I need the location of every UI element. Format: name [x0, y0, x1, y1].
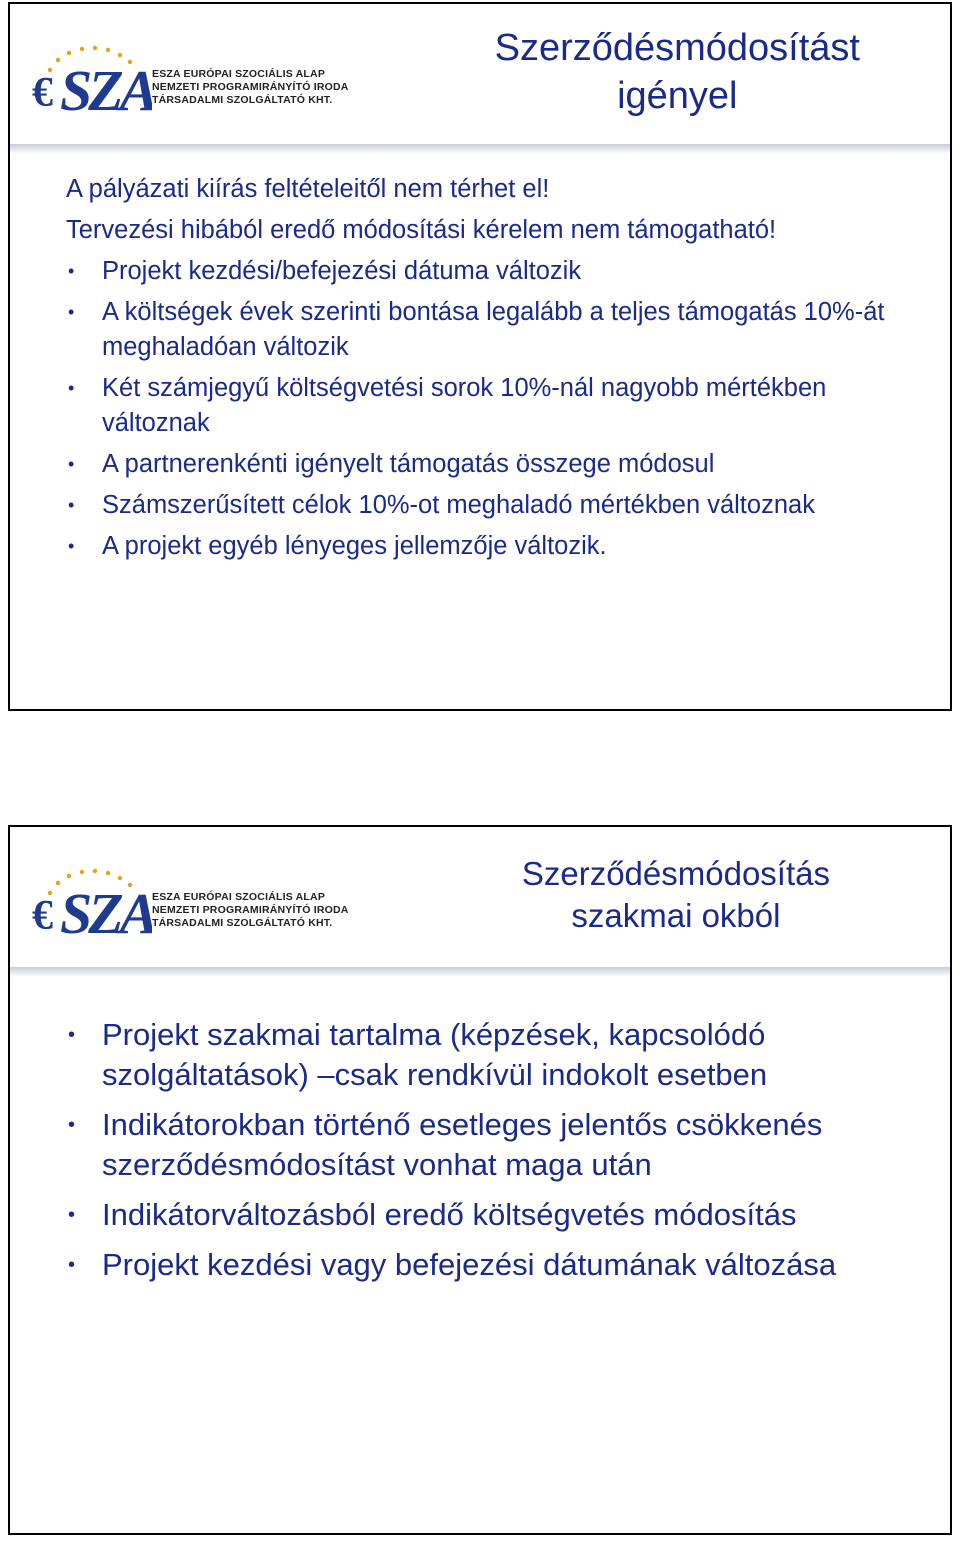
list-item-text: A partnerenkénti igényelt támogatás összege módosul	[102, 450, 715, 478]
list-item-text: Számszerűsített célok 10%-ot meghaladó mértékben változnak	[102, 491, 815, 519]
bullet-icon: •	[68, 302, 75, 322]
list-item-text: Projekt kezdési vagy befejezési dátumának változása	[102, 1247, 837, 1282]
bullet-icon: •	[68, 1204, 76, 1226]
logo-line-3: TÁRSADALMI SZOLGÁLTATÓ KHT.	[152, 917, 333, 929]
list-item	[66, 1105, 910, 1185]
list-item-text: Indikátorváltozásból eredő költségvetés módosítás	[102, 1197, 797, 1232]
intro-text-2: Tervezési hibából eredő módosítási kérelem nem támogatható!	[66, 216, 777, 244]
logo-line-2: NEMZETI PROGRAMIRÁNYÍTÓ IRODA	[152, 904, 349, 916]
list-item-text: Projekt szakmai tartalma (képzések, kapcsolódó szolgáltatások) –csak rendkívül indokolt esetben	[102, 1017, 768, 1092]
list-item-text: Projekt kezdési/befejezési dátuma változik	[102, 257, 582, 285]
bullet-icon: •	[68, 1024, 76, 1046]
list-item-text: Két számjegyű költségvetési sorok 10%-nál nagyobb mértékben változnak	[102, 374, 827, 437]
list-item-text: Indikátorokban történő esetleges jelentős csökkenés szerződésmódosítást vonhat maga után	[102, 1107, 823, 1182]
bullet-icon: •	[68, 378, 75, 398]
logo-line-3: TÁRSADALMI SZOLGÁLTATÓ KHT.	[152, 94, 333, 106]
slide-title-line-2: igényel	[617, 75, 738, 117]
bullet-icon: •	[68, 1254, 76, 1276]
logo-line-1: ESZA EURÓPAI SZOCIÁLIS ALAP	[152, 68, 326, 80]
logo-line-1: ESZA EURÓPAI SZOCIÁLIS ALAP	[152, 891, 326, 903]
slide-header	[10, 4, 950, 152]
bullet-list	[66, 1015, 910, 1285]
bullet-icon: •	[68, 1114, 76, 1136]
bullet-list	[66, 254, 910, 564]
slide-title	[522, 853, 830, 937]
list-item	[66, 371, 910, 441]
list-item-text: A projekt egyéb lényeges jellemzője változik.	[102, 532, 607, 560]
svg-text:SZA: SZA	[60, 58, 152, 120]
esza-logo-mark	[32, 40, 152, 120]
svg-text:€: €	[32, 893, 53, 939]
logo-caption	[152, 891, 349, 930]
slide-title-line-1: Szerződésmódosítást	[494, 27, 860, 69]
list-item	[66, 1195, 910, 1235]
slide-body	[66, 172, 910, 570]
header-divider	[10, 967, 950, 977]
bullet-icon: •	[68, 261, 75, 281]
list-item	[66, 529, 910, 564]
list-item	[66, 254, 910, 289]
svg-text:€: €	[32, 70, 53, 116]
list-item	[66, 1245, 910, 1285]
header-divider	[10, 144, 950, 154]
esza-logo-mark	[32, 863, 152, 943]
list-item	[66, 488, 910, 523]
slide-body	[66, 1015, 910, 1295]
slide-title-line-1: Szerződésmódosítás	[521, 855, 830, 892]
list-item	[66, 447, 910, 482]
esza-logo	[32, 863, 352, 943]
slide-title	[495, 24, 860, 120]
slide-header	[10, 827, 950, 975]
list-item	[66, 1015, 910, 1095]
intro-text-1: A pályázati kiírás feltételeitől nem térhet el!	[66, 175, 550, 203]
bullet-icon: •	[68, 454, 75, 474]
esza-logo	[32, 40, 352, 120]
slide-1	[8, 2, 952, 711]
slide-title-line-2: szakmai okból	[571, 897, 781, 934]
bullet-icon: •	[68, 536, 75, 556]
logo-line-2: NEMZETI PROGRAMIRÁNYÍTÓ IRODA	[152, 81, 349, 93]
bullet-icon: •	[68, 495, 75, 515]
list-item-text: A költségek évek szerinti bontása legalább a teljes támogatás 10%-át meghaladóan változik	[102, 298, 885, 361]
list-item	[66, 295, 910, 365]
logo-caption	[152, 68, 349, 107]
svg-text:SZA: SZA	[60, 881, 152, 943]
slide-2	[8, 825, 952, 1535]
